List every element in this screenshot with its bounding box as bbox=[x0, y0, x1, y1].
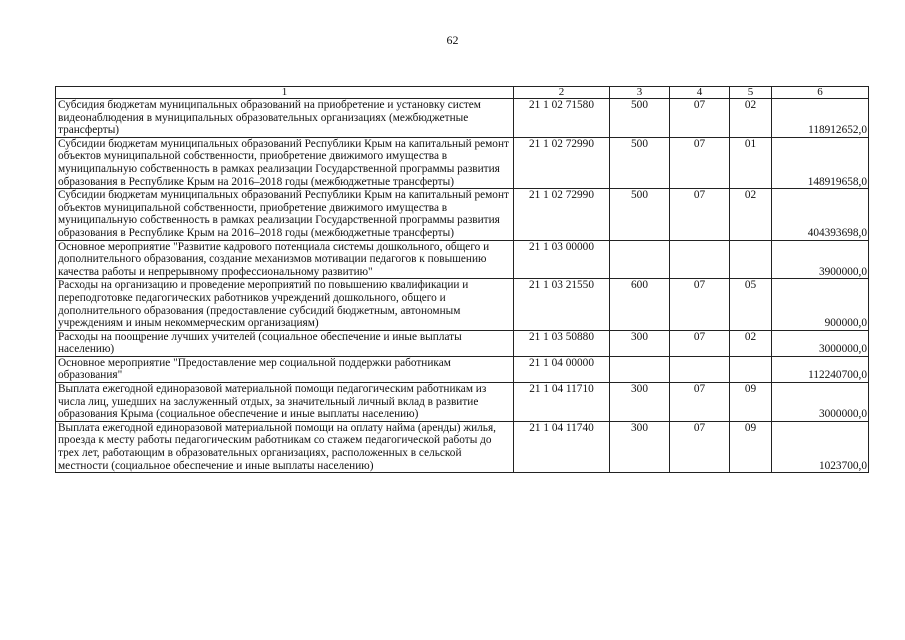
row-rz: 07 bbox=[670, 330, 730, 356]
row-pr: 05 bbox=[730, 279, 772, 330]
row-code: 21 1 02 72990 bbox=[514, 189, 610, 240]
row-code: 21 1 03 21550 bbox=[514, 279, 610, 330]
row-code: 21 1 03 50880 bbox=[514, 330, 610, 356]
row-vr: 500 bbox=[610, 99, 670, 138]
row-name: Выплата ежегодной единоразовой материальной помощи педагогическим работникам из числа лиц, ушедших на заслуженный отдых, за значительный личный вклад в развитие образования Крыма (социальное обеспечение и иные выплаты населению) bbox=[56, 383, 514, 422]
header-row bbox=[56, 87, 869, 99]
header-cell-1: 1 bbox=[56, 87, 514, 99]
header-cell-4: 4 bbox=[670, 87, 730, 99]
table-row bbox=[56, 383, 869, 422]
table-row bbox=[56, 137, 869, 188]
row-rz: 07 bbox=[670, 383, 730, 422]
row-name: Расходы на организацию и проведение мероприятий по повышению квалификации и переподготовке педагогических работников учреждений дошкольного, общего и дополнительного образования (предоставление субсидий бюджетным, автономным учреждениям и иным некоммерческим организациям) bbox=[56, 279, 514, 330]
row-pr: 01 bbox=[730, 137, 772, 188]
row-name: Субсидия бюджетам муниципальных образований на приобретение и установку систем видеонаблюдения в муниципальных образовательных организациях (межбюджетные трансферты) bbox=[56, 99, 514, 138]
row-pr: 02 bbox=[730, 189, 772, 240]
header-cell-3: 3 bbox=[610, 87, 670, 99]
row-code: 21 1 02 72990 bbox=[514, 137, 610, 188]
row-name: Субсидии бюджетам муниципальных образований Республики Крым на капитальный ремонт объектов муниципальной собственности, приобретение движимого имущества в муниципальную собственность в рамках реализации Государственной программы развития образования в Республике Крым на 2016–2018 годы (межбюджетные трансферты) bbox=[56, 137, 514, 188]
budget-table bbox=[55, 86, 869, 473]
row-pr: 02 bbox=[730, 99, 772, 138]
row-sum: 3900000,0 bbox=[772, 240, 869, 279]
header-cell-6: 6 bbox=[772, 87, 869, 99]
row-sum: 900000,0 bbox=[772, 279, 869, 330]
row-pr: 02 bbox=[730, 330, 772, 356]
row-rz: 07 bbox=[670, 137, 730, 188]
row-rz: 07 bbox=[670, 279, 730, 330]
row-sum: 1023700,0 bbox=[772, 421, 869, 472]
row-vr: 600 bbox=[610, 279, 670, 330]
row-pr: 09 bbox=[730, 383, 772, 422]
header-cell-2: 2 bbox=[514, 87, 610, 99]
row-sum: 3000000,0 bbox=[772, 383, 869, 422]
row-code: 21 1 03 00000 bbox=[514, 240, 610, 279]
table-row bbox=[56, 330, 869, 356]
row-vr: 300 bbox=[610, 330, 670, 356]
row-sum: 148919658,0 bbox=[772, 137, 869, 188]
header-cell-5: 5 bbox=[730, 87, 772, 99]
row-code: 21 1 04 11740 bbox=[514, 421, 610, 472]
row-rz: 07 bbox=[670, 421, 730, 472]
row-sum: 404393698,0 bbox=[772, 189, 869, 240]
row-vr: 300 bbox=[610, 383, 670, 422]
row-rz: 07 bbox=[670, 189, 730, 240]
row-sum: 118912652,0 bbox=[772, 99, 869, 138]
row-vr: 300 bbox=[610, 421, 670, 472]
row-code: 21 1 02 71580 bbox=[514, 99, 610, 138]
row-rz: 07 bbox=[670, 99, 730, 138]
row-sum: 112240700,0 bbox=[772, 356, 869, 382]
row-name: Выплата ежегодной единоразовой материальной помощи на оплату найма (аренды) жилья, проезда к месту работы педагогическим работникам со стажем педагогической работы до трех лет, работающим в образовательных организациях, расположенных в сельской местности (социальное обеспечение и иные выплаты населению) bbox=[56, 421, 514, 472]
table-row bbox=[56, 240, 869, 279]
row-code: 21 1 04 00000 bbox=[514, 356, 610, 382]
row-pr bbox=[730, 240, 772, 279]
page-number: 62 bbox=[446, 33, 459, 47]
row-code: 21 1 04 11710 bbox=[514, 383, 610, 422]
row-vr: 500 bbox=[610, 189, 670, 240]
row-name: Основное мероприятие "Развитие кадрового потенциала системы дошкольного, общего и дополнительного образования, создание механизмов мотивации педагогов к повышению качества работы и непрерывному профессиональному развитию" bbox=[56, 240, 514, 279]
row-sum: 3000000,0 bbox=[772, 330, 869, 356]
table-row bbox=[56, 99, 869, 138]
table-row bbox=[56, 356, 869, 382]
row-vr bbox=[610, 240, 670, 279]
row-rz bbox=[670, 240, 730, 279]
table-row bbox=[56, 421, 869, 472]
row-rz bbox=[670, 356, 730, 382]
row-name: Основное мероприятие "Предоставление мер социальной поддержки работникам образования" bbox=[56, 356, 514, 382]
row-vr: 500 bbox=[610, 137, 670, 188]
table-row bbox=[56, 189, 869, 240]
table-row bbox=[56, 279, 869, 330]
row-name: Расходы на поощрение лучших учителей (социальное обеспечение и иные выплаты населению) bbox=[56, 330, 514, 356]
row-vr bbox=[610, 356, 670, 382]
row-name: Субсидии бюджетам муниципальных образований Республики Крым на капитальный ремонт объектов муниципальной собственности, приобретение движимого имущества в муниципальную собственность в рамках реализации Государственной программы развития образования в Республике Крым на 2016–2018 годы (межбюджетные трансферты) bbox=[56, 189, 514, 240]
row-pr: 09 bbox=[730, 421, 772, 472]
row-pr bbox=[730, 356, 772, 382]
